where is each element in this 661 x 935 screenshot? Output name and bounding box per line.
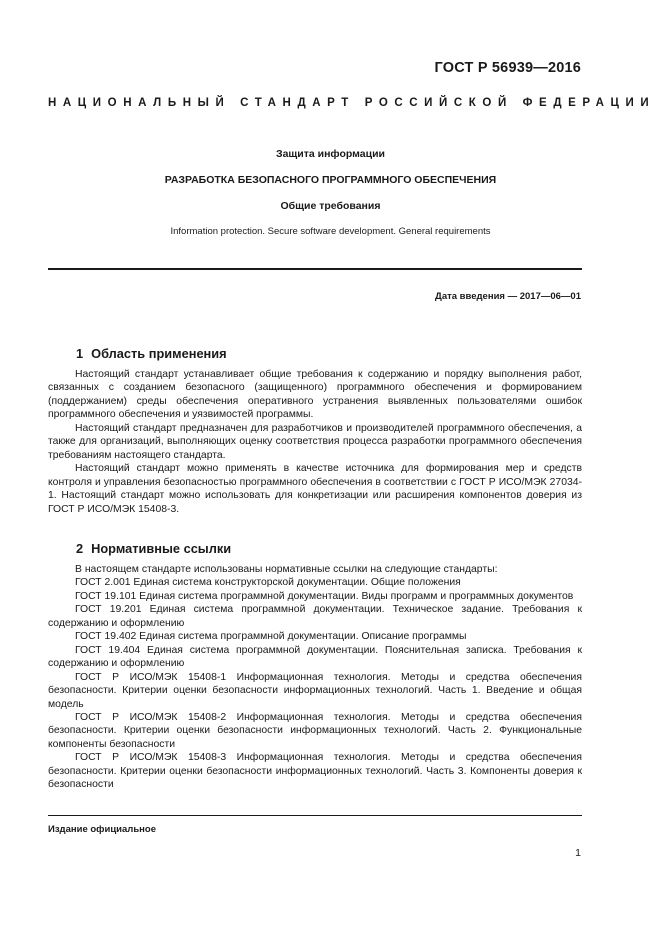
normative-reference-item: В настоящем стандарте использованы нормативные ссылки на следующие стандарты:	[75, 564, 498, 575]
normative-reference-item: ГОСТ 2.001 Единая система конструкторской документации. Общие положения	[75, 577, 461, 589]
standard-title: РАЗРАБОТКА БЕЗОПАСНОГО ПРОГРАММНОГО ОБЕСПЕЧЕНИЯ	[164, 174, 497, 186]
document-number: ГОСТ Р 56939—2016	[434, 60, 581, 76]
section-2-body	[48, 563, 582, 792]
section-2-number: 2	[76, 541, 84, 556]
section-1-paragraph: Настоящий стандарт можно применять в качестве источника для формирования мер и средств контроля и управления безопасностью программного обеспечения в соответствии с ГОСТ Р ИСО/МЭК 27034-1. Настоящий стандарт можно использовать для конкретизации или расширения компонентов доверия из ГОСТ Р ИСО/МЭК 15408-3.	[48, 463, 582, 515]
normative-reference-item: ГОСТ 19.201 Единая система программной документации. Техническое задание. Требования к содержанию и оформлению	[48, 604, 582, 629]
section-1-paragraph: Настоящий стандарт устанавливает общие требования к содержанию и порядку выполнения работ, связанных с созданием безопасного (защищенного) программного обеспечения и формированием (поддержанием) среды обеспечения оперативного устранения выявленных пользователями ошибок программного обеспечения и уязвимостей программы.	[48, 369, 582, 421]
title-separator-rule	[48, 268, 582, 270]
topic-heading: Защита информации	[276, 148, 385, 160]
normative-reference-item: ГОСТ Р ИСО/МЭК 15408-2 Информационная технология. Методы и средства обеспечения безопасности. Критерии оценки безопасности информационных технологий. Часть 2. Функциональные компоненты безопасности	[48, 711, 582, 750]
normative-reference-item: ГОСТ 19.402 Единая система программной документации. Описание программы	[75, 631, 467, 643]
page-number: 1	[575, 847, 581, 859]
normative-reference-item: ГОСТ 19.404 Единая система программной документации. Пояснительная записка. Требования к содержанию и оформлению	[48, 644, 582, 670]
standard-subtitle: Общие требования	[280, 200, 381, 212]
national-standard-title: НАЦИОНАЛЬНЫЙ СТАНДАРТ РОССИЙСКОЙ ФЕДЕРАЦИИ	[48, 97, 656, 109]
normative-reference-item: ГОСТ 19.101 Единая система программной документации. Виды программ и программных документов	[75, 590, 574, 602]
section-1-paragraph: Настоящий стандарт предназначен для разработчиков и производителей программного обеспечения, а также для организаций, выполняющих оценку соответствия процесса разработки программного обеспечения требованиям настоящего стандарта.	[48, 422, 582, 461]
section-1-title: Область применения	[91, 346, 227, 361]
normative-reference-item: ГОСТ Р ИСО/МЭК 15408-1 Информационная технология. Методы и средства обеспечения безопасности. Критерии оценки безопасности информационных технологий. Часть 1. Введение и общая модель	[48, 671, 582, 710]
introduction-date: Дата введения — 2017—06—01	[435, 291, 581, 302]
section-1-body	[48, 368, 582, 516]
section-1-heading	[76, 346, 227, 361]
footer-rule	[48, 815, 582, 816]
english-title: Information protection. Secure software development. General requirements	[170, 226, 491, 237]
section-2-title: Нормативные ссылки	[91, 541, 232, 556]
section-1-number: 1	[76, 346, 84, 361]
official-edition-label: Издание официальное	[48, 824, 156, 835]
normative-reference-item: ГОСТ Р ИСО/МЭК 15408-3 Информационная технология. Методы и средства обеспечения безопасности. Критерии оценки безопасности информационных технологий. Часть 3. Компоненты доверия к безопасности	[48, 752, 582, 791]
section-2-heading	[76, 541, 231, 556]
